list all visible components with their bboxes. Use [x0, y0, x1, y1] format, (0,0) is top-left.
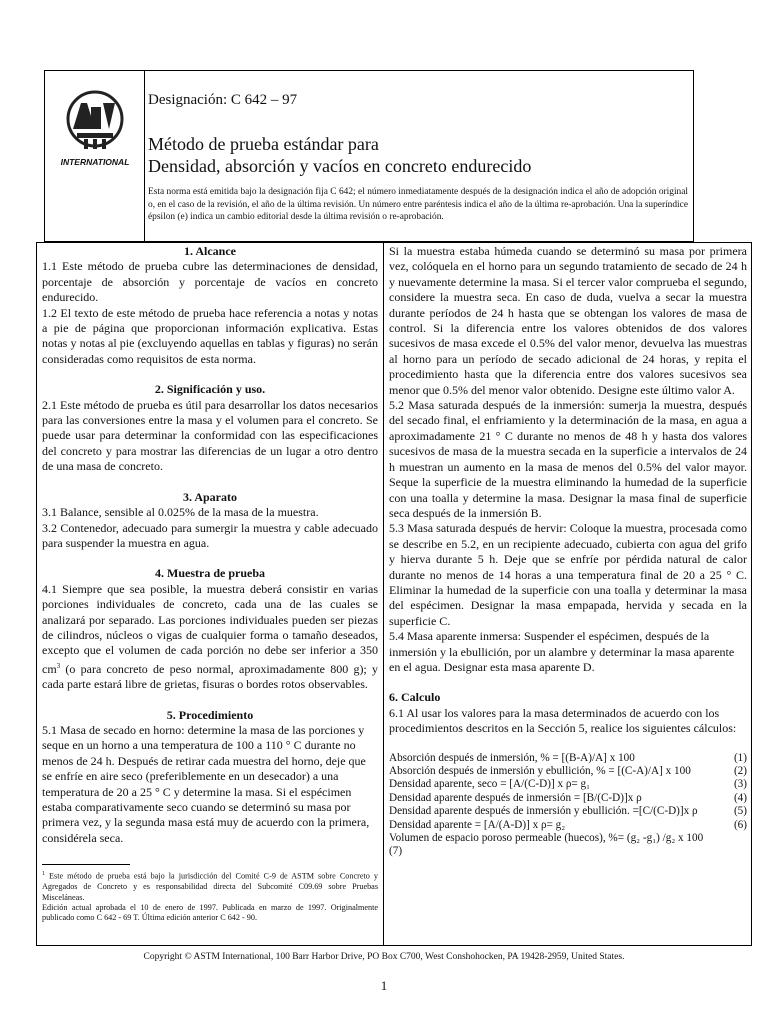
- astm-logo-icon: [51, 85, 139, 205]
- section-4-title: 4. Muestra de prueba: [155, 566, 265, 581]
- paragraph-1-1: 1.1 Este método de prueba cubre las determinaciones de densidad, porcentaje de absorción y porcentaje de vacíos en concreto endurecido.: [42, 259, 378, 305]
- formula-row: Densidad aparente, seco = [A/(C-D)] x ρ= g₁ (3): [389, 778, 747, 791]
- paragraph-5-1: 5.1 Masa de secado en horno: determine la masa de las porciones y seque en un horno a una temperatura de 100 a 110 ° C durante no menos de 24 h. Después de retirar cada muestra del horno, deje que se enfríe en aire seco (preferiblemente en un desecador) a una temperatura de 20 a 25 ° C y determine la masa. Si el espécimen estaba comparativamente seco cuando se determinó su masa por primera vez, y la segunda masa está muy de acuerdo con la primera, considérela seca.: [42, 722, 370, 845]
- left-column: [42, 244, 378, 923]
- paragraph-3-1: 3.1 Balance, sensible al 0.025% de la masa de la muestra.: [42, 505, 319, 520]
- column-divider: [383, 242, 384, 946]
- footnote-2: Edición actual aprobada el 10 de enero de 1997. Publicada en marzo de 1997. Originalmente publicado como C 642 - 69 T. Última edición anterior C 642 - 90.: [42, 902, 378, 923]
- formula-7-number: (7): [389, 845, 403, 858]
- page-number: 1: [380, 978, 388, 993]
- title-line-2: Densidad, absorción y vacíos en concreto endurecido: [148, 156, 532, 176]
- paragraph-5-3: 5.3 Masa saturada después de hervir: Coloque la muestra, procesada como se describe en 5.2, en un recipiente adecuado, cubierta con agua del grifo y hierva durante 5 h. Deje que se enfríe por pérdida natural de calor durante no menos de 14 horas a una temperatura final de 20 a 25 ° C. Eliminar la humedad de la superficie con una toalla y determinar la masa del espécimen. Designar la masa empapada, hervida y secada en la superficie C.: [389, 521, 747, 628]
- designation: Designación: C 642 – 97: [148, 92, 298, 108]
- formula-row: Absorción después de inmersión, % = [(B-A)/A] x 100 (1): [389, 751, 747, 764]
- formula-row: Densidad aparente después de inmersión y ebullición. =[C/(C-D)]x ρ (5): [389, 805, 747, 818]
- astm-logo: [45, 71, 145, 243]
- paragraph-6-1: 6.1 Al usar los valores para la masa determinados de acuerdo con los procedimientos descritos en la Sección 5, realice los siguientes cálculos:: [389, 705, 737, 736]
- paragraph-1-2: 1.2 El texto de este método de prueba hace referencia a notas y notas a pie de página que proporcionan información explicativa. Estas notas y notas al pie (excluyendo aquellas en tablas y figuras) no serán consideradas como requisitos de esta norma.: [42, 305, 378, 366]
- paragraph-5-4: 5.4 Masa aparente inmersa: Suspender el espécimen, después de la inmersión y la ebullición, por un alambre y determinar la masa aparente en el agua. Designar esta masa aparente D.: [389, 629, 735, 674]
- section-2-title: 2. Significación y uso.: [154, 382, 266, 397]
- section-3-title: 3. Aparato: [183, 489, 237, 504]
- standard-notice: Esta norma está emitida bajo la designación fija C 642; el número inmediatamente después de la designación indica el año de adopción original o, en el caso de la revisión, el año de la última revisión. Un número entre paréntesis indica el año de la última re-aprobación. Una la superíndice épsilon (e) indica un cambio editorial desde la última revisión o re-aprobación.: [148, 187, 688, 222]
- section-5-title: 5. Procedimiento: [166, 707, 254, 722]
- formula-list: [389, 752, 747, 859]
- formula-row: Absorción después de inmersión y ebullición, % = [(C-A)/A] x 100 (2): [389, 765, 747, 777]
- paragraph-3-2: 3.2 Contenedor, adecuado para sumergir la muestra y cable adecuado para suspender la muestra en agua.: [42, 520, 378, 550]
- formula-7: Volumen de espacio poroso permeable (huecos), %= (g₂ -g₁) /g₂ x 100: [389, 832, 704, 845]
- footnote-rule: [42, 864, 130, 865]
- copyright-notice: Copyright © ASTM International, 100 Barr Harbor Drive, PO Box C700, West Conshohocken, PA 19428-2959, United States.: [143, 952, 625, 962]
- paragraph-5-1-cont: Si la muestra estaba húmeda cuando se determinó su masa por primera vez, colóquela en el horno para un segundo tratamiento de secado de 24 h y nuevamente determine la masa. Si el tercer valor comprueba el segundo, considere la muestra seca. En caso de duda, vuelva a secar la muestra durante períodos de 24 h hasta que se obtengan los valores de masa de control. Si la diferencia entre los valores obtenidos de dos valores sucesivos de masa excede el 0.5% del valor menor, devuelva las muestras al horno para un período de secado adicional de 24 horas, y repita el procedimiento hasta que la diferencia entre dos valores sucesivos sea menor que 0.5% del menor valor obtenido. Designe este último valor A.: [389, 244, 747, 397]
- formula-row: Densidad aparente después de inmersión = [B/(C-D)]x ρ (4): [389, 791, 747, 804]
- formula-row: Densidad aparente = [A/(A-D)] x ρ= g₂ (6): [389, 818, 747, 831]
- footnote-1: $^1$ Este método de prueba está bajo la jurisdicción del Comité C-9 de ASTM sobre Concreto y Agregados de Concreto y es responsabilidad directa del Subcomité C09.69 sobre Pruebas Misceláneas.: [42, 871, 378, 902]
- paragraph-5-2: 5.2 Masa saturada después de la inmersión: sumerja la muestra, después del secado final, el enfriamiento y la determinación de la masa, en agua a aproximadamente 21 ° C durante no menos de 48 h y hasta dos valores sucesivos de masa de la muestra secada en la superficie a intervalos de 24 h muestran un aumento en la masa de menos del 0.5% del valor mayor. Seque la superficie de la muestra eliminando la humedad de la superficie con una toalla y determine la masa. Designar la masa final de superficie seca después de la inmersión B.: [389, 398, 747, 520]
- logo-text: INTERNATIONAL: [60, 157, 130, 167]
- title-line-1: Método de prueba estándar para: [148, 134, 379, 154]
- right-column: [389, 244, 747, 859]
- paragraph-4-1: 4.1 Siempre que sea posible, la muestra deberá consistir en varias porciones individuales de concreto, cada una de las cuales se analizará por separado. Las porciones individuales pueden ser piezas de cilindros, núcleos o vigas de cualquier forma o tamaño deseados, excepto que el volumen de cada porción no debe ser inferior a 350 $cm^3$ (o para concreto de peso normal, aproximadamente 800 g); y cada parte estará libre de grietas, fisuras o bordes rotos observables.: [42, 581, 378, 692]
- paragraph-2-1: 2.1 Este método de prueba es útil para desarrollar los datos necesarios para las conversiones entre la masa y el volumen para el concreto. Se puede usar para determinar la conformidad con las especificaciones del concreto y para mostrar las diferencias de un lugar a otro dentro de una masa de concreto.: [42, 397, 378, 474]
- section-6-title: 6. Calculo: [389, 690, 441, 705]
- section-1-title: 1. Alcance: [184, 244, 236, 258]
